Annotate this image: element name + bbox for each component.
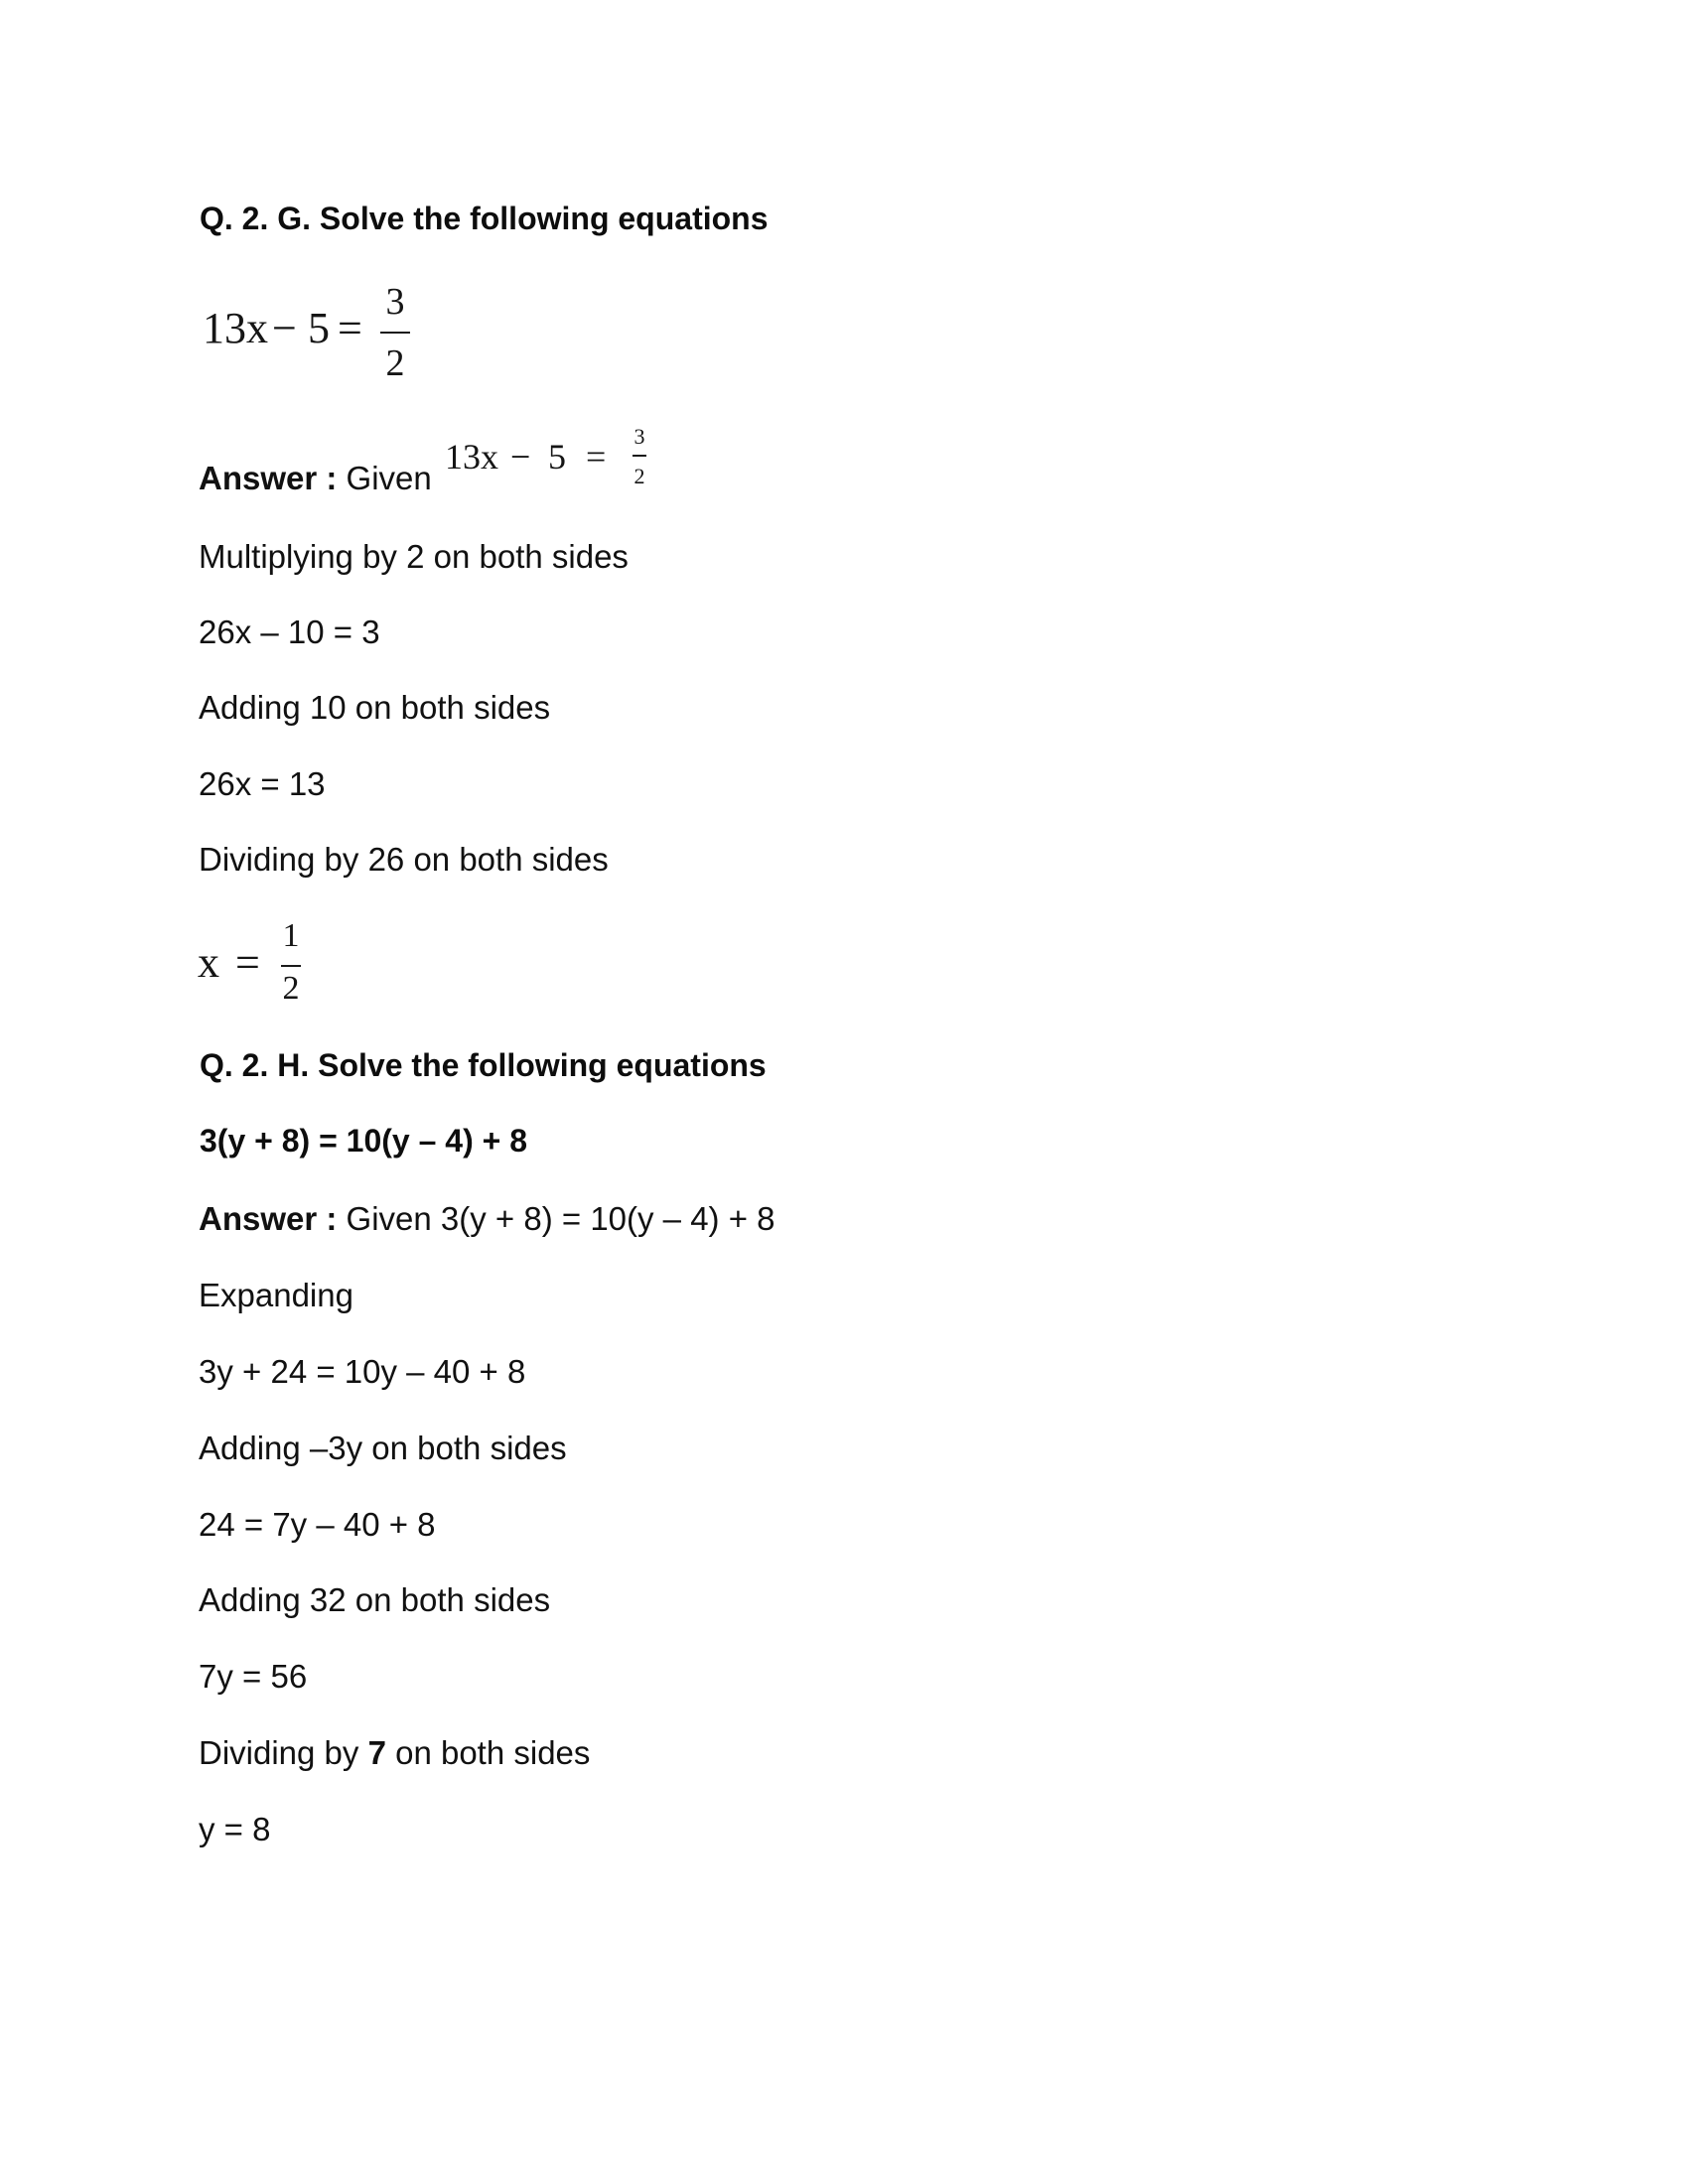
result-fraction-bar xyxy=(281,965,301,967)
question-heading-2h: Q. 2. H. Solve the following equations xyxy=(200,1047,767,1083)
equation-2h: 3(y + 8) = 10(y – 4) + 8 xyxy=(200,1123,527,1159)
inline-fraction-numerator: 3 xyxy=(633,424,645,449)
step-line: Adding 10 on both sides xyxy=(199,689,551,726)
fraction-numerator: 3 xyxy=(385,281,405,323)
step-line: 3y + 24 = 10y – 40 + 8 xyxy=(199,1353,526,1390)
result-fraction-numerator: 1 xyxy=(282,917,300,954)
inline-equation-lhs-constant: 5 xyxy=(548,437,566,477)
equation-lhs-constant: 5 xyxy=(308,304,330,352)
step-line: 7y = 56 xyxy=(199,1658,308,1695)
step-line: Multiplying by 2 on both sides xyxy=(199,538,629,575)
divide-step-value: 7 xyxy=(367,1734,386,1771)
step-line: Adding 32 on both sides xyxy=(199,1581,551,1618)
divide-step-suffix: on both sides xyxy=(385,1734,591,1771)
equation-equals: = xyxy=(338,304,362,352)
step-line: 24 = 7y – 40 + 8 xyxy=(199,1506,436,1543)
result-variable: x xyxy=(198,938,219,987)
result-equals: = xyxy=(235,938,260,987)
answer-line xyxy=(199,462,432,494)
question-heading-2g: Q. 2. G. Solve the following equations xyxy=(200,201,769,236)
inline-fraction-bar xyxy=(633,455,646,457)
answer-label: Answer : xyxy=(199,460,338,496)
step-line: Dividing by 26 on both sides xyxy=(199,841,609,878)
inline-equation-lhs-term: 13x xyxy=(445,437,498,477)
divide-step-line xyxy=(199,1736,590,1769)
inline-fraction-denominator: 2 xyxy=(633,464,645,488)
inline-equation-minus: − xyxy=(510,437,531,477)
step-line: 26x – 10 = 3 xyxy=(199,614,380,650)
step-line: Adding –3y on both sides xyxy=(199,1430,567,1466)
step-line: 26x = 13 xyxy=(199,765,326,802)
fraction-bar xyxy=(380,332,410,334)
answer-line xyxy=(199,1202,775,1235)
step-line: Expanding xyxy=(199,1277,353,1313)
equation-lhs-term: 13x xyxy=(203,304,268,352)
answer-given: Given xyxy=(337,460,432,496)
equation-minus: − xyxy=(272,304,297,352)
fraction-denominator: 2 xyxy=(385,342,405,384)
result-fraction-denominator: 2 xyxy=(282,970,300,1007)
inline-equation-equals: = xyxy=(586,437,607,477)
answer-label: Answer : xyxy=(199,1200,338,1237)
result-2h: y = 8 xyxy=(199,1811,271,1847)
divide-step-prefix: Dividing by xyxy=(199,1734,368,1771)
answer-given: Given 3(y + 8) = 10(y – 4) + 8 xyxy=(337,1200,775,1237)
